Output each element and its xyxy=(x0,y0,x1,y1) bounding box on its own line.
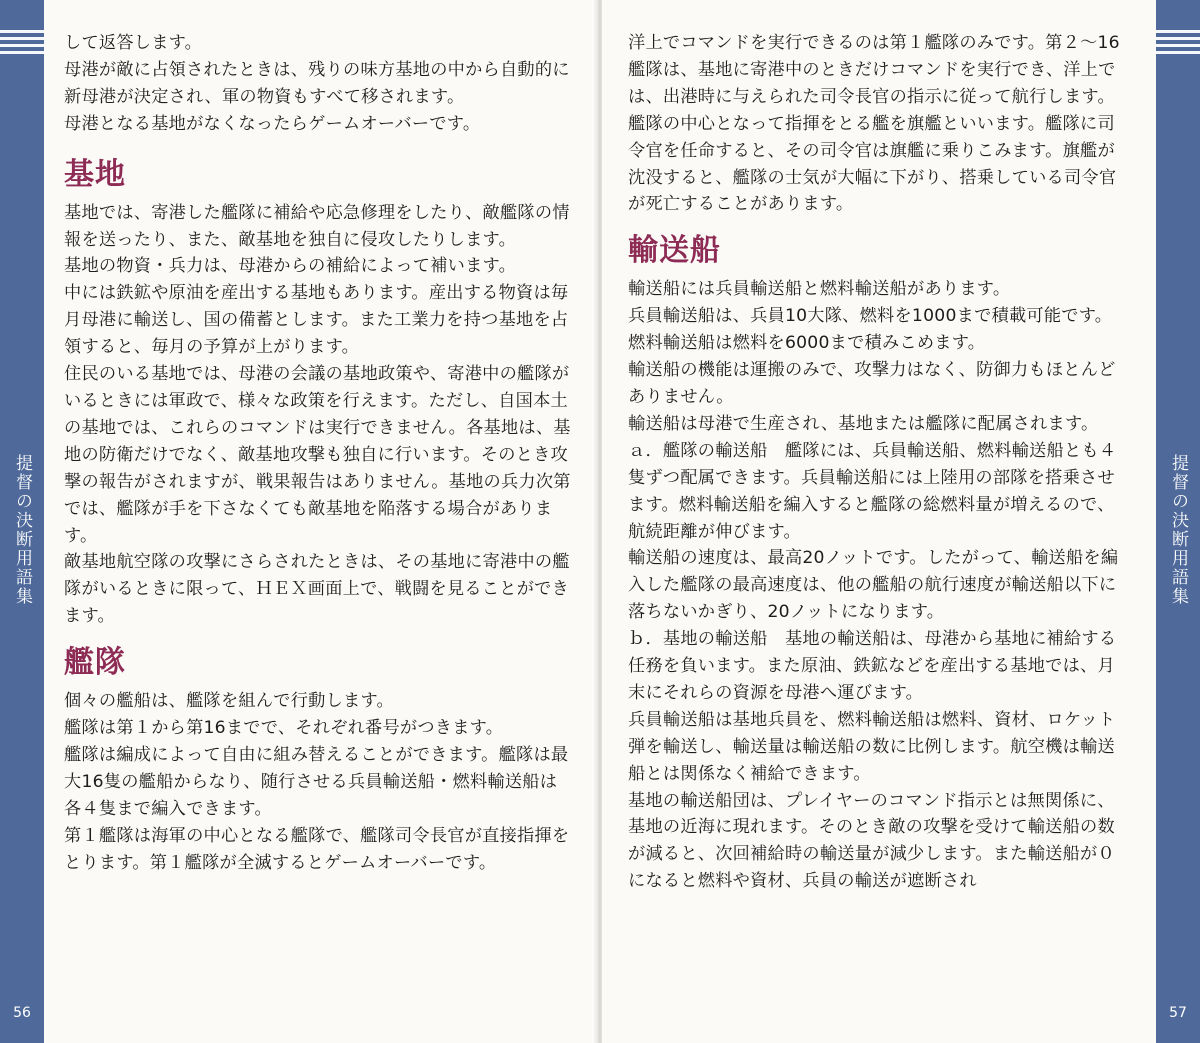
base-paragraph-4: 住民のいる基地では、母港の会議の基地政策や、寄港中の艦隊がいるときには軍政で、様々な政策を行えます。ただし、自国本土の基地では、これらのコマンドは実行できません。各基地は、基地の防衛だけでなく、敵基地攻撃も独自に行います。そのとき攻撃の報告がされますが、戦果報告はありません。基地の兵力次第では、艦隊が手を下さなくても敵基地を陥落する場合があります。 xyxy=(64,364,571,546)
transport-paragraph-3: 燃料輸送船は燃料を6000まで積みこめます。 xyxy=(628,333,986,354)
transport-paragraph-1: 輸送船には兵員輸送船と燃料輸送船があります。 xyxy=(628,279,1011,300)
base-paragraph-2: 基地の物資・兵力は、母港からの補給によって補います。 xyxy=(64,256,517,277)
base-paragraph-5: 敵基地航空隊の攻撃にさらされたときは、その基地に寄港中の艦隊がいるときに限って、ＨＥＸ画面上で、戦闘を見ることができます。 xyxy=(64,552,570,627)
left-page xyxy=(0,0,598,1043)
left-intro-line-2: 母港が敵に占領されたときは、残りの味方基地の中から自動的に新母港が決定され、軍の物資もすべて移されます。 xyxy=(64,59,570,107)
right-band-stripes xyxy=(1156,30,1200,62)
heading-transport: 輸送船 xyxy=(628,233,721,269)
fleet-paragraph-1: 個々の艦船は、艦隊を組んで行動します。 xyxy=(64,691,394,712)
transport-paragraph-9: 兵員輸送船は基地兵員を、燃料輸送船は燃料、資材、ロケット弾を輸送し、輸送量は輸送船の数に比例します。航空機は輸送船とは関係なく補給できます。 xyxy=(628,709,1116,784)
transport-paragraph-10: 基地の輸送船団は、プレイヤーのコマンド指示とは無関係に、基地の近海に現れます。そのとき敵の攻撃を受けて輸送船の数が減ると、次回補給時の輸送量が減少します。また輸送船が０になると燃料や資材、兵員の輸送が遮断され xyxy=(628,790,1115,892)
heading-base: 基地 xyxy=(64,156,126,192)
right-intro-paragraph-2: 艦隊の中心となって指揮をとる艦を旗艦といいます。艦隊に司令官を任命すると、その司令官は旗艦に乗りこみます。旗艦が沈没すると、艦隊の士気が大幅に下がり、搭乗している司令官が死亡することがあります。 xyxy=(628,113,1117,215)
heading-fleet: 艦隊 xyxy=(64,645,126,681)
transport-paragraph-8: ｂ．基地の輸送船 基地の輸送船は、母港から基地に補給する任務を負います。また原油、鉄鉱などを産出する基地では、月末にそれらの資源を母港へ運びます。 xyxy=(628,629,1117,703)
right-side-band xyxy=(1156,0,1200,1043)
right-text-column xyxy=(628,30,1130,895)
left-page-number: 56 xyxy=(13,1005,31,1021)
left-band-stripes xyxy=(0,30,44,62)
fleet-paragraph-4: 第１艦隊は海軍の中心となる艦隊で、艦隊司令長官が直接指揮をとります。第１艦隊が全滅するとゲームオーバーです。 xyxy=(64,825,570,873)
right-section-title: 提督の決断用語集 xyxy=(1168,454,1188,606)
transport-paragraph-5: 輸送船は母港で生産され、基地または艦隊に配属されます。 xyxy=(628,413,1099,434)
transport-paragraph-7: 輸送船の速度は、最高20ノットです。したがって、輸送船を編入した艦隊の最高速度は、他の艦船の航行速度が輸送船以下に落ちないかぎり、20ノットになります。 xyxy=(628,548,1119,623)
transport-paragraph-4: 輸送船の機能は運搬のみで、攻撃力はなく、防御力もほとんどありません。 xyxy=(628,360,1116,407)
base-paragraph-1: 基地では、寄港した艦隊に補給や応急修理をしたり、敵艦隊の情報を送ったり、また、敵基地を独自に侵攻したりします。 xyxy=(64,202,570,250)
fleet-paragraph-2: 艦隊は第１から第16までで、それぞれ番号がつきます。 xyxy=(64,718,504,739)
base-paragraph-3: 中には鉄鉱や原油を産出する基地もあります。産出する物資は毎月母港に輸送し、国の備蓄とします。また工業力を持つ基地を占領すると、毎月の予算が上がります。 xyxy=(64,283,569,358)
transport-paragraph-2: 兵員輸送船は、兵員10大隊、燃料を1000まで積載可能です。 xyxy=(628,306,1113,327)
transport-paragraph-6: ａ．艦隊の輸送船 艦隊には、兵員輸送船、燃料輸送船とも４隻ずつ配属できます。兵員輸送船には上陸用の部隊を搭乗させます。燃料輸送船を編入すると艦隊の総燃料量が増えるので、航続距離が伸びます。 xyxy=(628,440,1117,542)
left-intro-line-1: して返答します。 xyxy=(64,33,203,53)
right-page-number: 57 xyxy=(1169,1005,1187,1021)
right-intro-paragraph-1: 洋上でコマンドを実行できるのは第１艦隊のみです。第２～16艦隊は、基地に寄港中のときだけコマンドを実行でき、洋上では、出港時に与えられた司令長官の指示に従って航行します。 xyxy=(628,33,1120,107)
right-page xyxy=(602,0,1200,1043)
left-intro-line-3: 母港となる基地がなくなったらゲームオーバーです。 xyxy=(64,113,481,134)
left-section-title: 提督の決断用語集 xyxy=(12,454,32,606)
left-side-band xyxy=(0,0,44,1043)
left-text-column xyxy=(64,30,574,876)
fleet-paragraph-3: 艦隊は編成によって自由に組み替えることができます。艦隊は最大16隻の艦船からなり、随行させる兵員輸送船・燃料輸送船は各４隻まで編入できます。 xyxy=(64,744,569,819)
